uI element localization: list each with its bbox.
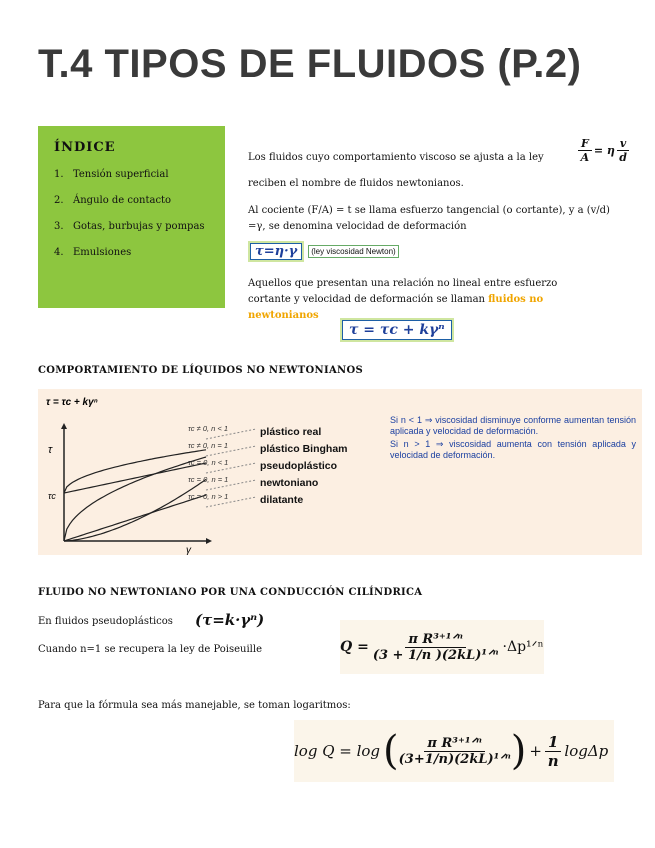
flow-rate-formula: Q = $\frac{\text{π R³⁺¹ᐟⁿ}}{\text{(3 + 1/n )(2kL)¹ᐟⁿ}}$ ·Δp¹ᐟⁿ xyxy=(340,620,544,674)
newton-viscosity-formula: τ=η·γ xyxy=(250,243,302,260)
rheology-svg xyxy=(38,389,642,555)
legend-condition: τc = 0, n < 1 xyxy=(188,458,229,467)
curve-pseudoplástico xyxy=(64,457,206,541)
legend-label: newtoniano xyxy=(260,477,319,489)
y-axis-label: τ xyxy=(48,444,53,456)
pseudoplastic-formula: (τ=k·γⁿ) xyxy=(195,611,265,629)
chart-note-n-less-1: Si n < 1 ⇒ viscosidad disminuye conforme aumentan tensión aplicada y velocidad de deformación. xyxy=(390,415,636,436)
section-heading-cylindrical: FLUIDO NO NEWTONIANO POR UNA CONDUCCIÓN CILÍNDRICA xyxy=(38,587,423,598)
intro-paragraph-3: Aquellos que presentan una relación no lineal entre esfuerzo cortante y velocidad de deformación se llaman fluidos no newtonianos xyxy=(248,278,558,321)
section-heading-non-newtonian: COMPORTAMIENTO DE LÍQUIDOS NO NEWTONIANOS xyxy=(38,365,364,376)
intro-paragraph-1b: reciben el nombre de fluidos newtonianos. xyxy=(248,178,464,189)
tau-c-label: τc xyxy=(48,491,56,501)
legend-condition: τc ≠ 0, n < 1 xyxy=(188,424,229,433)
intro-paragraph-2: Al cociente (F/A) = t se llama esfuerzo tangencial (o cortante), y a (v/d) =γ, se denomina velocidad de deformación xyxy=(248,205,610,232)
curve-newtoniano xyxy=(64,495,206,541)
chart-note-n-greater-1: Si n > 1 ⇒ viscosidad aumenta con tensión aplicada y velocidad de deformación. xyxy=(390,439,636,460)
legend-label: pseudoplástico xyxy=(260,460,338,472)
newton-viscosity-row xyxy=(250,243,399,260)
intro-paragraph-1a: Los fluidos cuyo comportamiento viscoso se ajusta a la ley xyxy=(248,152,544,163)
legend-label: plástico Bingham xyxy=(260,443,348,455)
index-heading: ÍNDICE xyxy=(54,140,116,155)
pseudoplastic-line: En fluidos pseudoplásticos xyxy=(38,616,173,627)
page-title: T.4 TIPOS DE FLUIDOS (P.2) xyxy=(38,42,582,86)
logarithm-line: Para que la fórmula sea más manejable, se toman logaritmos: xyxy=(38,700,351,711)
index-box xyxy=(38,126,225,308)
legend-condition: τc = 0, n > 1 xyxy=(188,492,229,501)
curve-plástico-real xyxy=(64,450,206,493)
y-axis-arrow xyxy=(61,423,67,429)
x-axis-label: γ xyxy=(186,545,191,555)
index-item[interactable]: 2. Ángulo de contacto xyxy=(54,195,172,206)
newton-law-formula: $\frac{F}{A}$ = η $\frac{v}{d}$ xyxy=(578,137,629,164)
logarithm-formula: log Q = log ( $\frac{\text{π R³⁺¹ᐟⁿ}}{\text{(3+1/n)(2kL)¹ᐟⁿ}}$ ) + $\frac{1}{n}$ logΔp xyxy=(294,720,614,782)
rheology-chart xyxy=(38,389,642,555)
poiseuille-line: Cuando n=1 se recupera la ley de Poiseuille xyxy=(38,644,262,655)
newton-viscosity-note: (ley viscosidad Newton) xyxy=(308,245,398,258)
legend-label: plástico real xyxy=(260,426,322,438)
legend-condition: τc = 0, n = 1 xyxy=(188,475,229,484)
legend-condition: τc ≠ 0, n = 1 xyxy=(188,441,229,450)
legend-label: dilatante xyxy=(260,494,304,506)
curve-plástico-Bingham xyxy=(64,463,206,493)
non-newtonian-highlight: fluidos no newtonianos xyxy=(248,294,544,321)
index-item[interactable]: 4. Emulsiones xyxy=(54,247,132,258)
index-item[interactable]: 3. Gotas, burbujas y pompas xyxy=(54,221,205,232)
index-list xyxy=(54,166,219,270)
power-law-formula: τ = τc + kγⁿ xyxy=(342,320,452,340)
chart-title: τ = τc + kγⁿ xyxy=(46,397,98,408)
x-axis-arrow xyxy=(206,538,212,544)
index-item[interactable]: 1. Tensión superficial xyxy=(54,169,169,180)
